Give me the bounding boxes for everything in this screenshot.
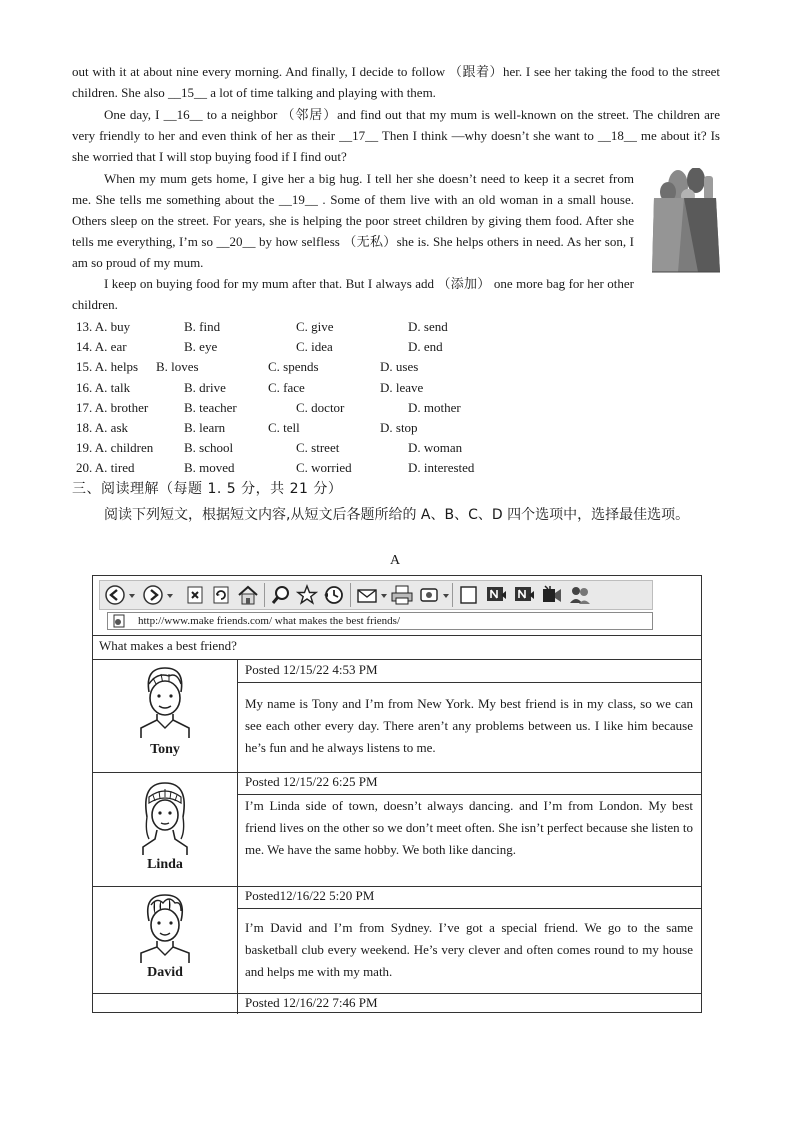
option-d: D. woman (408, 440, 463, 456)
post-text: I’m Linda side of town, doesn’t always dancing. and I’m from London. My best friend lives on the other so we don’t meet often. She isn’t perfect because she listen to me. We have the same hobby. We both like dancing. (245, 798, 693, 857)
option-b: B. teacher (184, 399, 237, 415)
option-b: B. eye (184, 339, 218, 355)
option-a: 19. A. children (76, 440, 154, 456)
post-text: My name is Tony and I’m from New York. My best friend is in my class, so we can see each other every day. There aren’t any problems between us. I like him because he’s fun and he always listens to me. (245, 696, 693, 755)
dropdown-icon[interactable] (442, 584, 450, 606)
dropdown-icon[interactable] (380, 584, 388, 606)
passage-paragraph-4 (72, 273, 634, 315)
address-bar[interactable] (107, 612, 653, 630)
option-a: 18. A. ask (76, 419, 128, 435)
print-icon[interactable] (390, 584, 414, 606)
option-c: C. give (296, 319, 334, 334)
option-b: B. find (184, 319, 221, 334)
person-name: Tony (150, 742, 180, 757)
browser-toolbar (99, 580, 653, 610)
page-icon (112, 614, 126, 628)
options-list (76, 317, 636, 479)
forum-question: What makes a best friend? (99, 638, 237, 653)
post-timestamp: Posted12/16/22 5:20 PM (245, 888, 375, 903)
divider (93, 635, 701, 636)
option-c: C. spends (268, 359, 319, 375)
option-d: D. stop (380, 419, 418, 435)
post-timestamp: Posted 12/15/22 6:25 PM (245, 774, 378, 789)
post-timestamp: Posted 12/15/22 4:53 PM (245, 662, 378, 677)
option-c: C. worried (296, 460, 352, 476)
option-c: C. idea (296, 339, 333, 355)
passage-text-1: out with it at about nine every morning. And finally, I decide to follow （跟着）her. I see her taking the food to the street children. She also __15__ a lot of time talking and playing with them. (72, 64, 720, 100)
section-instruction: 阅读下列短文，根据短文内容,从短文后各题所给的 A、B、C、D 四个选项中，选择最佳选项。 (104, 507, 690, 523)
option-d: D. uses (380, 359, 419, 375)
passage-paragraph-2 (72, 104, 720, 167)
discuss-icon[interactable] (458, 584, 480, 606)
option-row (76, 458, 636, 478)
history-icon[interactable] (322, 584, 346, 606)
home-icon[interactable] (236, 584, 260, 606)
option-d: D. interested (408, 460, 475, 476)
option-row (76, 317, 636, 337)
option-b: B. moved (184, 460, 235, 476)
dropdown-icon[interactable] (128, 584, 136, 606)
dropdown-icon[interactable] (166, 584, 174, 606)
option-c: C. doctor (296, 399, 345, 415)
option-row (76, 378, 636, 398)
research-icon[interactable] (512, 584, 536, 606)
girl-portrait-icon (135, 777, 195, 855)
post-text: I’m David and I’m from Sydney. I’ve got a special friend. We go to the same basketball club every weekend. He’s very clever and often comes round to my house and helps me with my math. (245, 920, 693, 979)
option-row (76, 418, 636, 438)
passage-text-2: One day, I __16__ to a neighbor （邻居）and find out that my mum is well-known on the street. The children are very friendly to her and even think of her as their __17__ Then I think —why doesn’t she want to __18__ me about it? Is she worried that I will stop buying food if I find out? (72, 107, 720, 164)
option-d: D. send (408, 319, 448, 334)
avatar-david (93, 887, 237, 993)
passage-text-4: I keep on buying food for my mum after that. But I always add （添加） one more bag for her other children. (72, 276, 634, 312)
option-row (76, 398, 636, 418)
option-d: D. leave (380, 379, 424, 395)
section-title: 三、阅读理解（每题 1. 5 分，共 21 分） (72, 481, 343, 497)
option-row (76, 337, 636, 357)
grocery-bag-image (648, 168, 724, 276)
option-row (76, 438, 636, 458)
divider (93, 993, 701, 994)
option-row (76, 357, 636, 377)
search-icon[interactable] (270, 584, 292, 606)
mail-icon[interactable] (356, 584, 380, 606)
option-b: B. learn (184, 419, 226, 435)
option-c: C. tell (268, 419, 300, 435)
web-page-box (92, 575, 702, 1013)
option-b: B. school (184, 440, 234, 456)
option-b: B. drive (184, 379, 226, 395)
refresh-icon[interactable] (210, 584, 232, 606)
option-a: 20. A. tired (76, 460, 135, 476)
boy-portrait-icon (135, 891, 195, 963)
person-name: David (147, 965, 183, 980)
passage-paragraph-1 (72, 61, 720, 103)
option-a: 16. A. talk (76, 379, 131, 395)
divider (237, 682, 701, 683)
person-name: Linda (147, 857, 183, 872)
divider (237, 908, 701, 909)
option-d: D. end (408, 339, 443, 355)
post-timestamp: Posted 12/16/22 7:46 PM (245, 995, 378, 1010)
option-a: 15. A. helps (76, 359, 139, 375)
avatar-tony (93, 660, 237, 772)
messenger-icon[interactable] (484, 584, 508, 606)
option-a: 13. A. buy (76, 319, 131, 334)
back-icon[interactable] (104, 584, 126, 606)
option-d: D. mother (408, 399, 461, 415)
passage-letter: A (390, 553, 401, 568)
edit-icon[interactable] (418, 584, 440, 606)
passage-text-3: When my mum gets home, I give her a big hug. I tell her she doesn’t need to keep it a secret from me. She tells me something about the __19__ . Some of them live with an old woman in a small house. Others sleep on the street. For years, she is helping the poor street children by giving them food. After she tells me everything, I’m so __20__ by how selfless （无私）she is. She helps others in need. As her son, I am so proud of my mum. (72, 171, 634, 270)
option-c: C. face (268, 379, 305, 395)
forward-icon[interactable] (142, 584, 164, 606)
favorites-star-icon[interactable] (296, 584, 318, 606)
option-b: B. loves (156, 359, 199, 375)
media-icon[interactable] (540, 584, 564, 606)
option-c: C. street (296, 440, 340, 456)
boy-portrait-icon (135, 662, 195, 738)
column-divider (237, 659, 238, 1014)
passage-paragraph-3 (72, 168, 634, 273)
option-a: 14. A. ear (76, 339, 127, 355)
url-text: http://www.make friends.com/ what makes the best friends/ (138, 615, 401, 627)
stop-icon[interactable] (184, 584, 206, 606)
avatar-linda (93, 773, 237, 886)
contacts-icon[interactable] (568, 584, 592, 606)
option-a: 17. A. brother (76, 399, 149, 415)
